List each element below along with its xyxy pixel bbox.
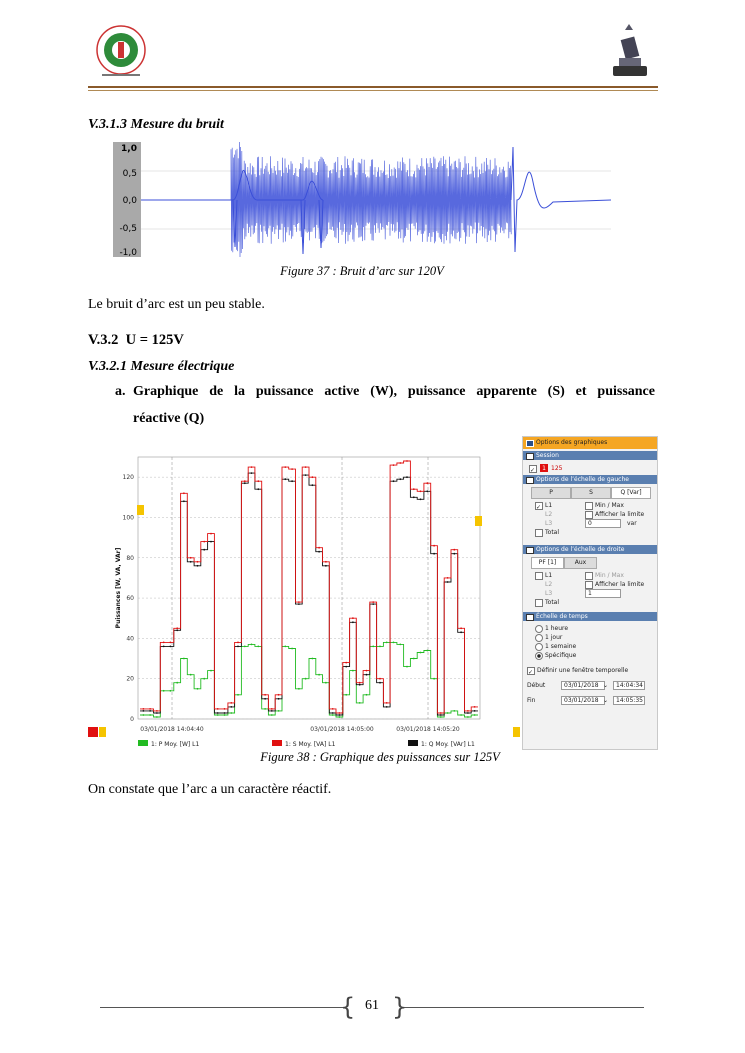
left-scale-header[interactable] [523, 475, 657, 484]
chart-point [474, 710, 476, 712]
tab-pf[interactable]: PF [1] [531, 557, 564, 569]
chart-point [406, 476, 408, 478]
chart-point [298, 688, 300, 690]
tab-q[interactable]: Q [Var] [611, 487, 651, 499]
right-scale-header[interactable] [523, 545, 657, 554]
chart-point [318, 551, 320, 553]
chart-point [257, 480, 259, 482]
chart-point [339, 714, 341, 716]
left-cursor-marker-icon[interactable] [137, 505, 144, 515]
chart-point [467, 712, 469, 714]
chart-point [312, 484, 314, 486]
chart-point [474, 706, 476, 708]
list-item-text-line2: réactive (Q) [133, 411, 205, 426]
l3-label: L3 [545, 520, 553, 527]
chart-point [453, 553, 455, 555]
define-window-label: Définir une fenêtre temporelle [537, 667, 629, 674]
chart-point [278, 710, 280, 712]
chart-point [386, 702, 388, 704]
chart-point [305, 466, 307, 468]
chart-point [312, 476, 314, 478]
chart-point [318, 547, 320, 549]
chart-point [210, 670, 212, 672]
chart-point [163, 690, 165, 692]
chart-y-tick: 100 [122, 514, 134, 522]
chart-x-tick: 03/01/2018 14:05:00 [310, 726, 374, 733]
chart-point [251, 644, 253, 646]
l1-label: L1 [545, 502, 553, 509]
define-window-row[interactable] [523, 666, 657, 675]
time-scale-header[interactable] [523, 612, 657, 621]
chart-point [386, 642, 388, 644]
chart-point [149, 710, 151, 712]
week-label: 1 semaine [545, 643, 577, 650]
chart-point [413, 488, 415, 490]
chart-point [366, 670, 368, 672]
chart-point [163, 642, 165, 644]
right-l3-label: L3 [545, 590, 553, 597]
chart-y-label: Puissances [W, VA, VAr] [115, 547, 122, 629]
chart-y-tick: 20 [126, 675, 134, 683]
chart-point [197, 561, 199, 563]
chart-legend-swatch [408, 740, 418, 746]
chart-point [257, 488, 259, 490]
right-show-limit-label: Afficher la limite [595, 581, 645, 588]
chart-point [264, 708, 266, 710]
chart-point [251, 472, 253, 474]
chart-point [325, 682, 327, 684]
chart-point [203, 549, 205, 551]
collapse-icon[interactable] [526, 440, 534, 447]
chart-point [291, 648, 293, 650]
chart-point [278, 694, 280, 696]
chart-point [298, 601, 300, 603]
show-limit-label: Afficher la limite [595, 511, 645, 518]
left-row-total [523, 528, 657, 537]
right-total-checkbox[interactable] [535, 599, 543, 607]
chart-point [176, 627, 178, 629]
chart-legend-label: 1: S Moy. [VA] L1 [285, 741, 336, 748]
chart-point [170, 642, 172, 644]
define-window-checkbox[interactable]: ✓ [528, 669, 534, 676]
day-label: 1 jour [545, 634, 563, 641]
left-limit-input[interactable]: 0 [585, 519, 621, 528]
chart-point [420, 652, 422, 654]
start-date-input[interactable]: 03/01/2018 [561, 681, 605, 690]
start-label: Début [527, 682, 546, 689]
chart-point [426, 482, 428, 484]
minmax-label: Min / Max [595, 502, 624, 509]
session-badge: 1 [540, 464, 548, 472]
chart-point [345, 662, 347, 664]
show-limit-checkbox[interactable] [585, 511, 593, 519]
chart-point [291, 480, 293, 482]
chart-point [251, 466, 253, 468]
chart-point [453, 710, 455, 712]
chart-point [453, 549, 455, 551]
chart-point [163, 646, 165, 648]
chart-point [203, 678, 205, 680]
chart-point [217, 712, 219, 714]
chart-point [143, 708, 145, 710]
chart-y-tick: 0 [130, 716, 134, 723]
footer-rule-left [100, 1007, 343, 1008]
chart-point [433, 553, 435, 555]
chart-point [190, 557, 192, 559]
right-minmax-label: Min / Max [595, 572, 624, 579]
chart-y-tick: 60 [126, 595, 134, 603]
right-l2-label: L2 [545, 581, 553, 588]
chart-point [224, 712, 226, 714]
l2-label: L2 [545, 511, 553, 518]
page-brace-right: } [392, 993, 408, 1021]
l1-checkbox[interactable]: ✓ [536, 504, 542, 511]
chart-point [224, 714, 226, 716]
chart-point [143, 714, 145, 716]
time-option-week[interactable] [523, 642, 657, 651]
time-option-specific[interactable] [523, 651, 657, 660]
chevron-down-icon[interactable]: ⌄ [603, 682, 609, 689]
chart-point [183, 492, 185, 494]
header-rule [88, 86, 658, 88]
left-row-l3 [523, 519, 657, 528]
wave-tick-label: 0,0 [122, 196, 137, 206]
chart-point [440, 712, 442, 714]
chart-point [447, 577, 449, 579]
scroll-right-icon[interactable] [513, 727, 520, 737]
chart-point [176, 629, 178, 631]
collapse-icon[interactable] [526, 547, 534, 554]
paragraph-reactive: On constate que l’arc a un caractère réactif. [88, 782, 332, 797]
chart-point [352, 617, 354, 619]
list-item-label: a. [115, 384, 126, 399]
chart-point [230, 712, 232, 714]
left-unit-label: var [627, 520, 637, 527]
hour-label: 1 heure [545, 625, 569, 632]
wave-tick-label: -0,5 [119, 224, 137, 234]
chart-point [284, 478, 286, 480]
start-time-input[interactable]: 14:04:34 [613, 681, 645, 690]
chart-point [291, 468, 293, 470]
chart-point [271, 710, 273, 712]
tab-s[interactable]: S [571, 487, 611, 499]
start-row [523, 681, 657, 690]
chart-point [244, 480, 246, 482]
chart-point [170, 690, 172, 692]
minmax-checkbox[interactable] [585, 502, 593, 510]
end-time-input[interactable]: 14:05:35 [613, 696, 645, 705]
left-row-l2 [523, 510, 657, 519]
chart-point [230, 706, 232, 708]
chart-point [217, 708, 219, 710]
chart-point [366, 694, 368, 696]
right-row-l2 [523, 580, 657, 589]
chart-point [332, 708, 334, 710]
chart-point [149, 708, 151, 710]
chart-point [426, 490, 428, 492]
chart-point [420, 498, 422, 500]
chart-point [244, 646, 246, 648]
chart-point [372, 601, 374, 603]
chart-options-panel [522, 436, 658, 750]
chart-point [420, 490, 422, 492]
right-l1-checkbox[interactable] [535, 572, 543, 580]
chart-point [170, 646, 172, 648]
paragraph-arc-noise: Le bruit d’arc est un peu stable. [88, 297, 265, 312]
chart-point [264, 698, 266, 700]
right-scale-tabs [531, 557, 597, 569]
chart-point [447, 581, 449, 583]
page-number: 61 [365, 998, 379, 1013]
chart-point [244, 482, 246, 484]
chart-point [278, 698, 280, 700]
time-scale-label: Échelle de temps [536, 613, 588, 620]
chart-y-tick: 120 [122, 474, 134, 482]
tab-p[interactable]: P [531, 487, 571, 499]
right-total-label: Total [545, 599, 560, 606]
left-row-l1 [523, 501, 657, 510]
chart-point [217, 714, 219, 716]
end-label: Fin [527, 697, 536, 704]
chart-point [352, 621, 354, 623]
right-row-l3 [523, 589, 657, 598]
scroll-left-icon[interactable] [99, 727, 106, 737]
chart-point [460, 627, 462, 629]
section-heading-3-2 [88, 332, 184, 349]
chart-legend-label: 1: Q Moy. [VAr] L1 [421, 741, 475, 748]
section-title: U = 125V [125, 332, 184, 348]
chart-point [210, 533, 212, 535]
chart-point [474, 714, 476, 716]
chart-legend-swatch [138, 740, 148, 746]
page-brace-left: { [340, 993, 356, 1021]
session-header-label: Session [536, 452, 559, 459]
section-number: V.3.2 [88, 332, 119, 348]
chart-point [345, 694, 347, 696]
chart-point [237, 642, 239, 644]
chart-point [467, 710, 469, 712]
chart-point [433, 678, 435, 680]
chart-legend-swatch [272, 740, 282, 746]
wave-tick-label: 0,5 [122, 169, 137, 179]
chart-point [372, 646, 374, 648]
end-date-input[interactable]: 03/01/2018 [561, 696, 605, 705]
list-item-text-line1: Graphique de la puissance active (W), puissance apparente (S) et puissance [133, 384, 655, 399]
figure-37-caption: Figure 37 : Bruit d’arc sur 120V [280, 264, 444, 278]
chart-point [190, 674, 192, 676]
session-section-header[interactable] [523, 451, 657, 460]
chart-point [345, 666, 347, 668]
power-chart [110, 453, 482, 753]
chart-point [325, 561, 327, 563]
university-logo [92, 24, 150, 80]
chart-point [264, 694, 266, 696]
chart-point [433, 545, 435, 547]
wave-tick-label: 1,0 [121, 144, 137, 154]
chart-point [197, 688, 199, 690]
chart-point [176, 682, 178, 684]
chart-point [305, 474, 307, 476]
right-show-limit-checkbox[interactable] [585, 581, 593, 589]
chart-point [305, 678, 307, 680]
chart-point [230, 702, 232, 704]
right-row-total [523, 598, 657, 607]
chart-plot-area [138, 457, 480, 719]
section-heading-3-1-3: V.3.1.3 Mesure du bruit [88, 117, 224, 132]
header-rule-thin [88, 90, 658, 91]
collapse-icon[interactable] [526, 614, 534, 621]
session-checkbox[interactable]: ✓ [530, 467, 536, 474]
chart-point [372, 603, 374, 605]
chart-point [460, 714, 462, 716]
right-minmax-checkbox[interactable] [585, 572, 593, 580]
chart-point [183, 658, 185, 660]
chart-point [379, 646, 381, 648]
chart-point [379, 682, 381, 684]
chart-point [399, 462, 401, 464]
chart-point [332, 712, 334, 714]
specific-label: Spécifique [545, 652, 577, 659]
chart-point [379, 678, 381, 680]
options-panel-title: Options des graphiques [536, 439, 608, 446]
chart-point [339, 716, 341, 718]
time-option-hour[interactable] [523, 624, 657, 633]
chart-point [156, 710, 158, 712]
session-row[interactable] [523, 464, 657, 473]
chart-point [440, 716, 442, 718]
radio-hour[interactable] [535, 625, 543, 633]
chart-point [183, 500, 185, 502]
chart-point [332, 714, 334, 716]
chart-point [440, 714, 442, 716]
chart-point [224, 708, 226, 710]
chart-point [426, 650, 428, 652]
chart-point [197, 565, 199, 567]
chart-point [156, 712, 158, 714]
chart-marker-red[interactable] [88, 727, 98, 737]
chart-point [413, 496, 415, 498]
chart-point [399, 478, 401, 480]
chart-point [467, 716, 469, 718]
industrial-engineering-logo [605, 24, 657, 82]
chart-point [284, 646, 286, 648]
right-limit-input[interactable]: 1 [585, 589, 621, 598]
chart-point [156, 716, 158, 718]
total-checkbox[interactable] [535, 529, 543, 537]
left-scale-label: Options de l’échelle de gauche [536, 476, 629, 483]
chart-point [325, 565, 327, 567]
chart-point [447, 712, 449, 714]
chart-point [210, 541, 212, 543]
right-scale-label: Options de l’échelle de droite [536, 546, 625, 553]
chart-y-tick: 80 [126, 554, 134, 562]
chart-point [271, 708, 273, 710]
chart-point [149, 714, 151, 716]
session-value: 125 [551, 465, 563, 472]
footer-rule-right [402, 1007, 644, 1008]
chart-legend-label: 1: P Moy. [W] L1 [151, 741, 200, 748]
noise-waveform [113, 142, 611, 257]
chart-point [386, 706, 388, 708]
chart-point [460, 631, 462, 633]
chart-point [298, 603, 300, 605]
chart-point [237, 694, 239, 696]
chart-x-tick: 03/01/2018 14:04:40 [140, 726, 204, 733]
chart-x-tick: 03/01/2018 14:05:20 [396, 726, 460, 733]
chart-point [271, 714, 273, 716]
collapse-icon[interactable] [526, 453, 534, 460]
radio-week[interactable] [535, 643, 543, 651]
chart-point [406, 460, 408, 462]
chart-point [143, 710, 145, 712]
chart-point [399, 644, 401, 646]
chart-point [339, 712, 341, 714]
right-cursor-marker-icon[interactable] [475, 516, 482, 526]
radio-day[interactable] [535, 634, 543, 642]
chart-point [393, 642, 395, 644]
chart-point [257, 646, 259, 648]
chart-point [366, 674, 368, 676]
options-panel-header[interactable] [523, 437, 657, 449]
chart-point [284, 466, 286, 468]
chart-point [352, 670, 354, 672]
figure-38-caption: Figure 38 : Graphique des puissances sur 125V [260, 750, 500, 764]
time-option-day[interactable] [523, 633, 657, 642]
chart-point [393, 464, 395, 466]
right-row-l1 [523, 571, 657, 580]
chart-point [359, 702, 361, 704]
section-heading-3-2-1: V.3.2.1 Mesure électrique [88, 359, 235, 374]
end-row [523, 696, 657, 705]
right-l1-label: L1 [545, 572, 553, 579]
chart-point [190, 561, 192, 563]
chart-point [359, 682, 361, 684]
radio-specific[interactable] [535, 652, 543, 660]
chart-point [393, 480, 395, 482]
wave-tick-label: -1,0 [119, 248, 137, 257]
total-label: Total [545, 529, 560, 536]
chart-point [237, 646, 239, 648]
collapse-icon[interactable] [526, 477, 534, 484]
chart-point [203, 541, 205, 543]
chart-point [406, 666, 408, 668]
chart-y-tick: 40 [126, 635, 134, 643]
chart-point [312, 658, 314, 660]
chart-point [359, 684, 361, 686]
chart-point [413, 658, 415, 660]
left-scale-tabs [531, 487, 651, 499]
chart-point [318, 674, 320, 676]
tab-aux[interactable]: Aux [564, 557, 597, 569]
chevron-down-icon[interactable]: ⌄ [603, 697, 609, 704]
